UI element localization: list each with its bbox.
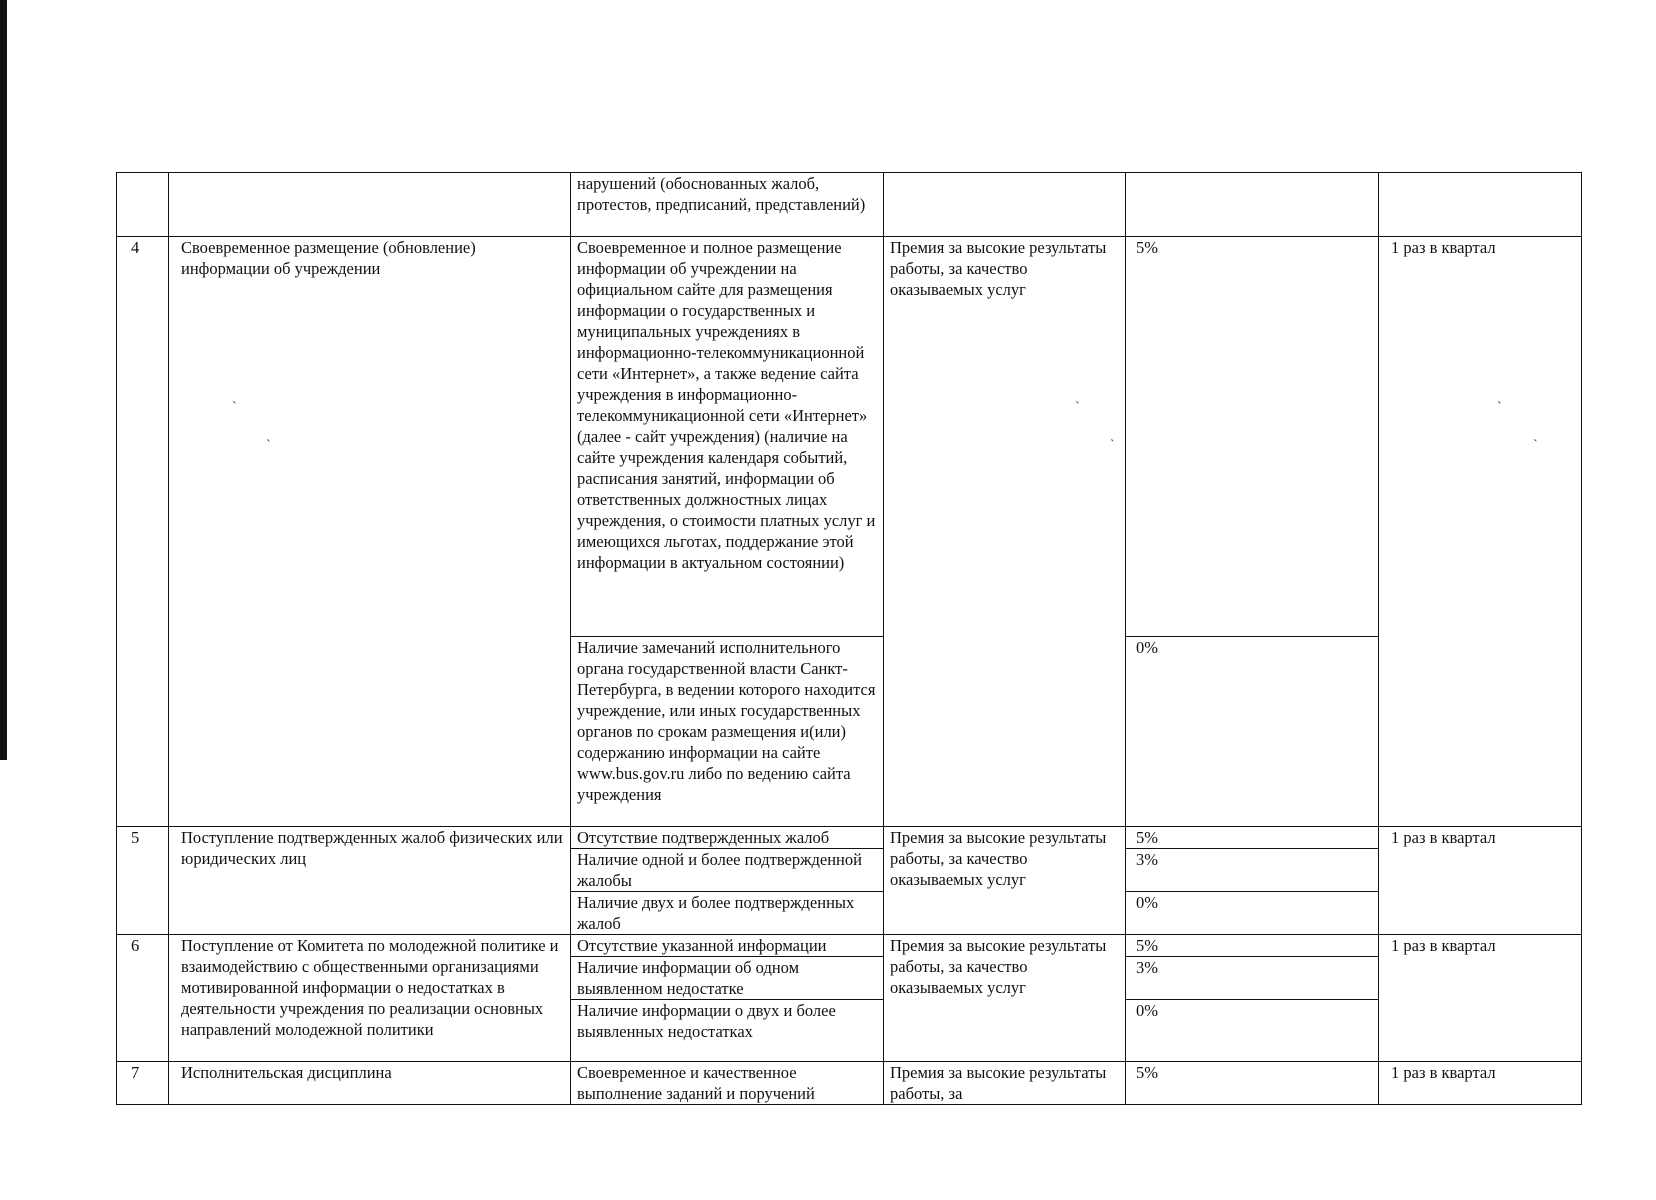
period-cell: 1 раз в квартал (1379, 935, 1582, 1062)
scan-speck: ˴ (1110, 432, 1115, 447)
indicator-cell: Наличие замечаний исполнительного органа государственной власти Санкт-Петербурга, в ведении которого находится учреждение, или иных государственных органов по срокам размещения и(или) содержанию информации на сайте www.bus.gov.ru либо по ведению сайта учреждения (571, 637, 884, 827)
scan-edge-bar (0, 0, 7, 760)
indicator-cell: нарушений (обоснованных жалоб, протестов, предписаний, представлений) (571, 173, 884, 237)
criterion-cell: Исполнительская дисциплина (169, 1062, 571, 1105)
bonus-cell: Премия за высокие результаты работы, за качество оказываемых услуг (884, 827, 1126, 935)
period-cell: 1 раз в квартал (1379, 827, 1582, 935)
num-cell: 4 (117, 237, 169, 827)
table-row-6 (117, 935, 1582, 957)
num-cell (117, 173, 169, 237)
criterion-cell: Поступление от Комитета по молодежной политике и взаимодействию с общественными организациями мотивированной информации о недостатках в деятельности учреждения по реализации основных направлений молодежной политики (169, 935, 571, 1062)
percent-cell: 5% (1126, 827, 1379, 849)
period-cell (1379, 173, 1582, 237)
indicator-cell: Наличие информации о двух и более выявленных недостатках (571, 1000, 884, 1062)
num-cell: 7 (117, 1062, 169, 1105)
percent-cell: 0% (1126, 637, 1379, 827)
indicator-cell: Наличие информации об одном выявленном недостатке (571, 957, 884, 1000)
table-row-7 (117, 1062, 1582, 1105)
scan-speck: ˋ (1075, 400, 1080, 415)
num-cell: 6 (117, 935, 169, 1062)
scan-speck: ˋ (232, 400, 237, 415)
scan-speck: ˴ (1533, 432, 1538, 447)
indicator-cell: Наличие двух и более подтвержденных жалоб (571, 892, 884, 935)
table-row-4 (117, 237, 1582, 637)
percent-cell: 0% (1126, 1000, 1379, 1062)
percent-cell: 3% (1126, 957, 1379, 1000)
percent-cell: 5% (1126, 237, 1379, 637)
percent-cell (1126, 173, 1379, 237)
table-row-continuation (117, 173, 1582, 237)
indicator-cell: Своевременное и полное размещение информации об учреждении на официальном сайте для размещения информации о государственных и муниципальных учреждениях в информационно-телекоммуникационной сети «Интернет», а также ведение сайта учреждения в информационно-телекоммуникационной сети «Интернет» (далее - сайт учреждения) (наличие на сайте учреждения календаря событий, расписания занятий, информации об ответственных должностных лицах учреждения, о стоимости платных услуг и имеющихся льготах, поддержание этой информации в актуальном состоянии) (571, 237, 884, 637)
indicator-cell: Наличие одной и более подтвержденной жалобы (571, 849, 884, 892)
criterion-cell (169, 173, 571, 237)
criteria-table (116, 172, 1582, 1105)
percent-cell: 0% (1126, 892, 1379, 935)
period-cell: 1 раз в квартал (1379, 237, 1582, 827)
scan-speck: ˴ (266, 432, 271, 447)
num-cell: 5 (117, 827, 169, 935)
table-row-5 (117, 827, 1582, 849)
criterion-cell: Своевременное размещение (обновление) информации об учреждении (169, 237, 571, 827)
bonus-cell: Премия за высокие результаты работы, за (884, 1062, 1126, 1105)
percent-cell: 3% (1126, 849, 1379, 892)
scan-speck: ˋ (1497, 400, 1502, 415)
bonus-cell: Премия за высокие результаты работы, за качество оказываемых услуг (884, 935, 1126, 1062)
percent-cell: 5% (1126, 935, 1379, 957)
indicator-cell: Своевременное и качественное выполнение заданий и поручений (571, 1062, 884, 1105)
indicator-cell: Отсутствие указанной информации (571, 935, 884, 957)
indicator-cell: Отсутствие подтвержденных жалоб (571, 827, 884, 849)
period-cell: 1 раз в квартал (1379, 1062, 1582, 1105)
percent-cell: 5% (1126, 1062, 1379, 1105)
bonus-cell (884, 173, 1126, 237)
bonus-cell: Премия за высокие результаты работы, за качество оказываемых услуг (884, 237, 1126, 827)
criterion-cell: Поступление подтвержденных жалоб физических или юридических лиц (169, 827, 571, 935)
